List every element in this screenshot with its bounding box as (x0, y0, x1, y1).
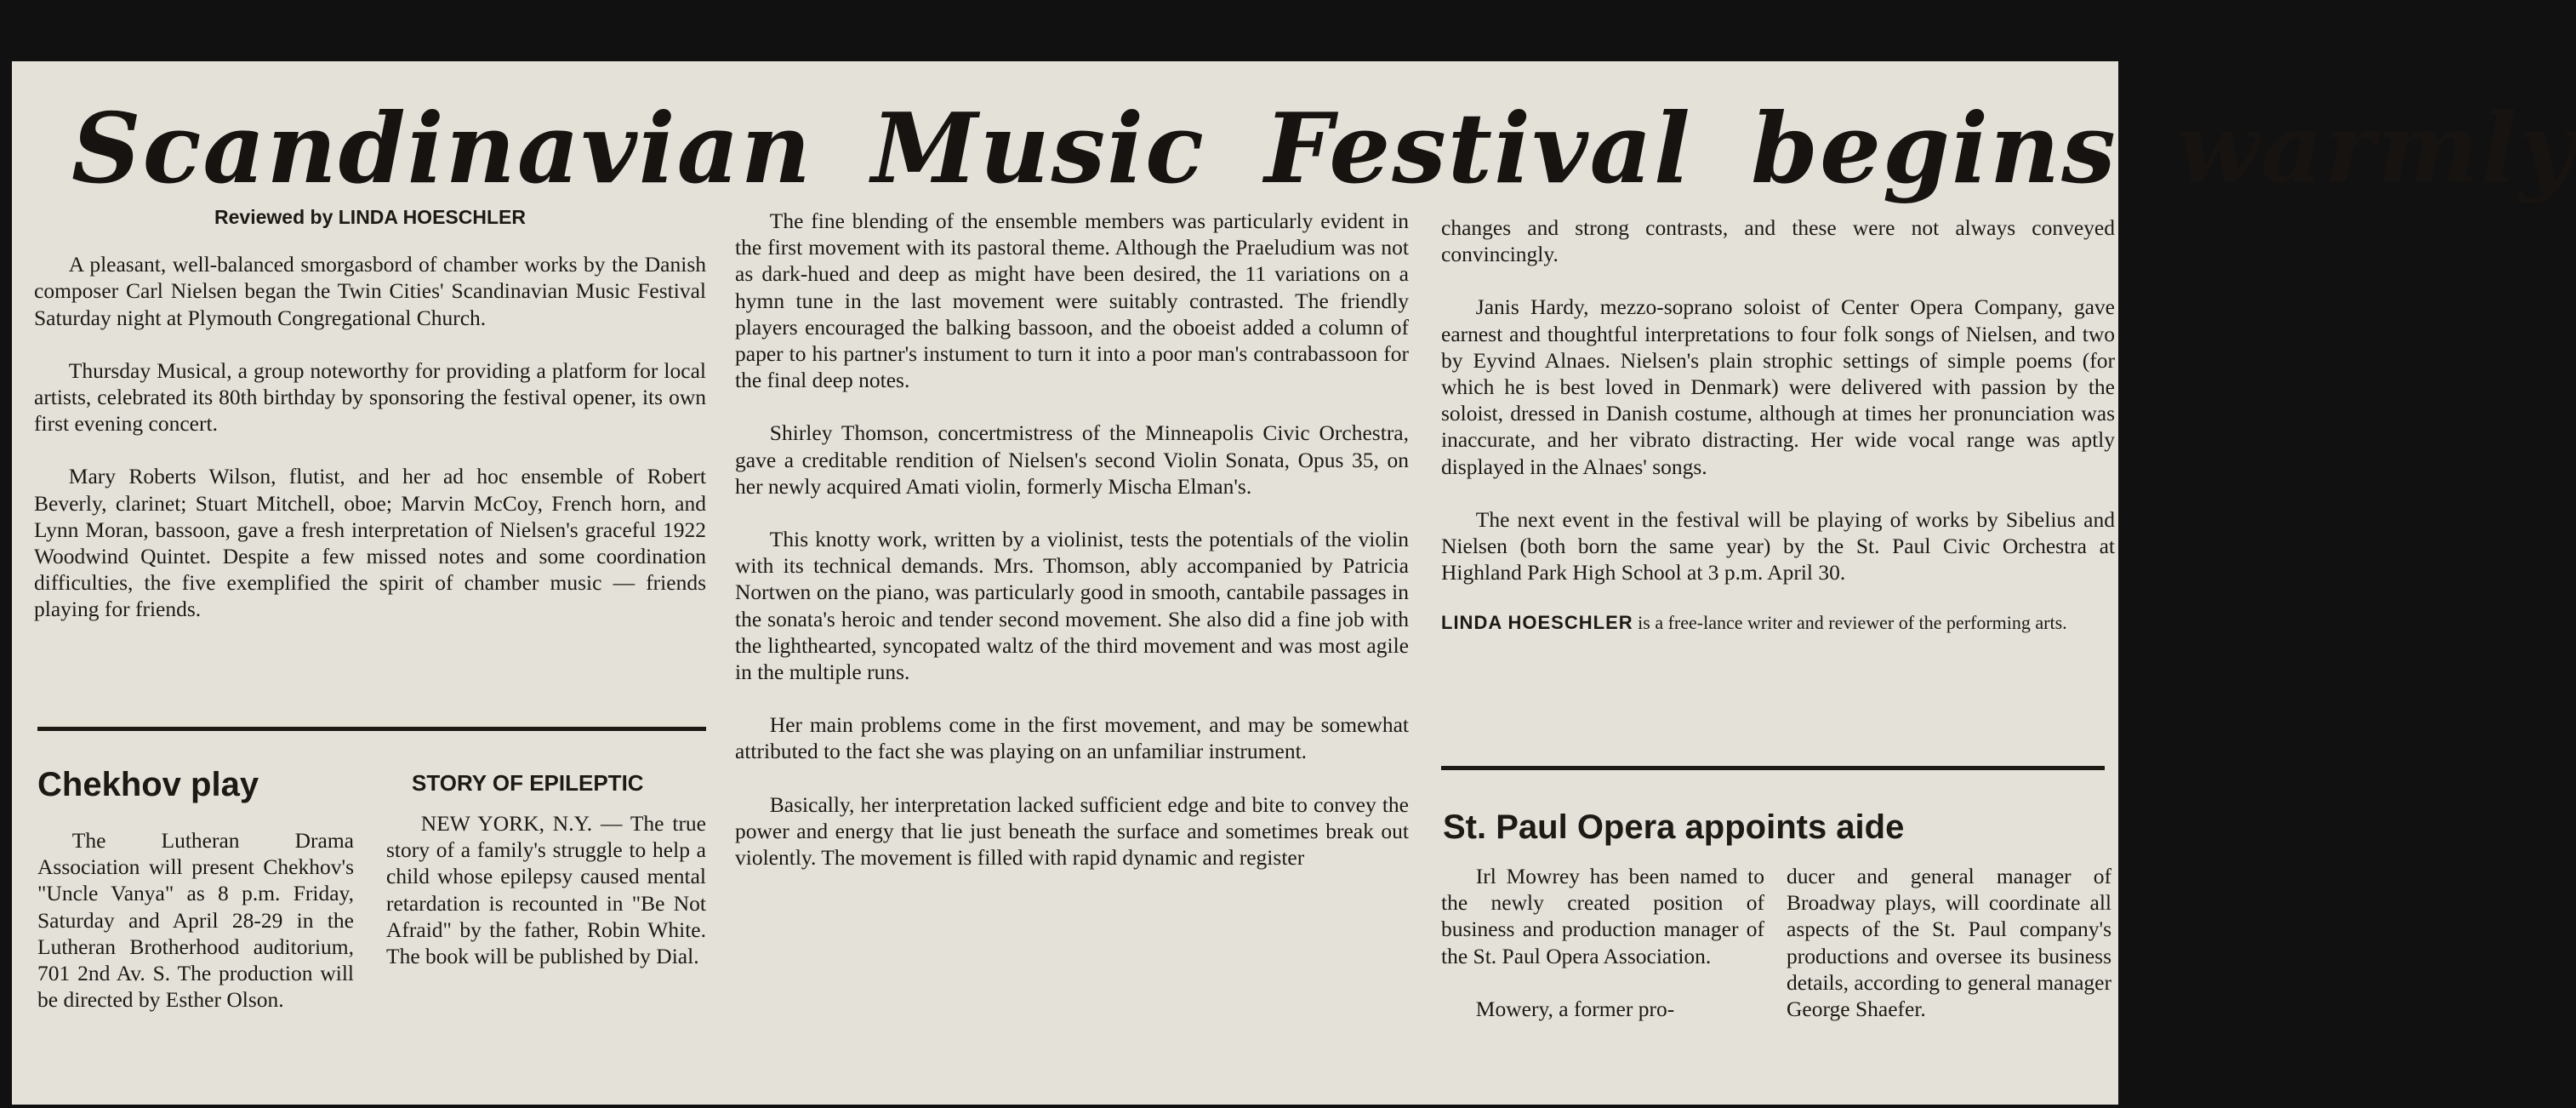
epileptic-article (386, 810, 706, 996)
author-note (1441, 612, 2115, 634)
review-column-1 (34, 204, 706, 649)
section-divider (1441, 766, 2105, 770)
review-paragraph: Thursday Musical, a group noteworthy for providing a platform for local artists, celebrated its 80th birthday by sponsoring the festival opener, its own first evening concert. (34, 357, 706, 437)
review-paragraph: This knotty work, written by a violinist, tests the potentials of the violin with its technical demands. Mrs. Thomson, ably accompanied by Patricia Nortwen on the piano, was particularly good in smooth, cantabile passages in the sonata's heroic and tender second movement. She also did a fine job with the lighthearted, syncopated waltz of the third movement and was most agile in the multiple runs. (735, 527, 1409, 685)
review-paragraph: Her main problems come in the first movement, and may be somewhat attributed to the fact she was playing on an unfamiliar instrument. (735, 712, 1409, 764)
author-note-text: is a free-lance writer and reviewer of the performing arts. (1638, 612, 2067, 634)
newspaper-clipping (12, 61, 2576, 1105)
author-note-name: LINDA HOESCHLER (1441, 612, 1633, 634)
review-paragraph: A pleasant, well-balanced smorgasbord of chamber works by the Danish composer Carl Nielsen began the Twin Cities' Scandinavian Music Festival Saturday night at Plymouth Congregational Church. (34, 252, 706, 330)
opera-column-1 (1441, 863, 1764, 1048)
review-column-3 (1441, 214, 2115, 660)
opera-title: St. Paul Opera appoints aide (1443, 808, 1905, 846)
opera-paragraph: ducer and general manager of Broadway plays, will coordinate all aspects of the St. Paul company's productions and oversee its business details, according to general manager George Shaefer. (1787, 864, 2112, 1022)
review-paragraph: Mary Roberts Wilson, flutist, and her ad hoc ensemble of Robert Beverly, clarinet; Stuart Mitchell, oboe; Marvin McCoy, French horn, and Lynn Moran, bassoon, gave a fresh interpretation of Nielsen's graceful 1922 Woodwind Quintet. Despite a few missed notes and some coordination difficulties, the five exemplified the spirit of chamber music — friends playing for friends. (34, 464, 706, 622)
chekhov-article (37, 827, 354, 1039)
epileptic-title: STORY OF EPILEPTIC (412, 770, 644, 796)
review-paragraph: The next event in the festival will be playing of works by Sibelius and Nielsen (both born the same year) by the St. Paul Civic Orchestra at Highland Park High School at 3 p.m. April 30. (1441, 506, 2115, 585)
opera-column-2 (1787, 863, 2112, 1048)
chekhov-title: Chekhov play (37, 766, 259, 803)
section-divider (37, 727, 706, 731)
headline: Scandinavian Music Festival begins warmly (71, 92, 2576, 205)
byline: Reviewed by LINDA HOESCHLER (214, 206, 526, 228)
review-paragraph: changes and strong contrasts, and these were not always conveyed convincingly. (1441, 215, 2115, 267)
review-paragraph: Janis Hardy, mezzo-soprano soloist of Center Opera Company, gave earnest and thoughtful interpretations to four folk songs of Nielsen, and two by Eyvind Alnaes. Nielsen's plain strophic settings of simple poems (for which he is best loved in Denmark) were delivered with passion by the soloist, dressed in Danish costume, although at times her pronunciation was inaccurate, and her vibrato distracting. Her wide vocal range was aptly displayed in the Alnaes' songs. (1441, 294, 2115, 479)
review-paragraph: The fine blending of the ensemble members was particularly evident in the first movement with its pastoral theme. Although the Praeludium was not as dark-hued and deep as might have been desired, the 11 variations on a hymn tune in the last movement were suitably contrasted. The friendly players encouraged the balking bassoon, and the oboeist added a column of paper to his partner's instument to turn it into a poor man's contrabassoon for the final deep notes. (735, 208, 1409, 393)
opera-paragraph: Irl Mowrey has been named to the newly created position of business and production manager of the St. Paul Opera Association. (1441, 864, 1764, 968)
review-column-2 (735, 208, 1409, 897)
chekhov-paragraph: The Lutheran Drama Association will present Chekhov's "Uncle Vanya" as 8 p.m. Friday, Saturday and April 28-29 in the Lutheran Brotherhood auditorium, 701 2nd Av. S. The production will be directed by Esther Olson. (37, 828, 354, 1013)
opera-paragraph: Mowery, a former pro- (1475, 996, 1675, 1021)
review-paragraph: Basically, her interpretation lacked sufficient edge and bite to convey the power and energy that lie just beneath the surface and sometimes break out violently. The movement is filled with rapid dynamic and register (735, 791, 1409, 871)
epileptic-paragraph: NEW YORK, N.Y. — The true story of a family's struggle to help a child whose epilepsy caused mental retardation is recounted in "Be Not Afraid" by the father, Robin White. The book will be published by Dial. (386, 811, 706, 969)
review-paragraph: Shirley Thomson, concertmistress of the Minneapolis Civic Orchestra, gave a creditable rendition of Nielsen's second Violin Sonata, Opus 35, on her newly acquired Amati violin, formerly Mischa Elman's. (735, 420, 1409, 499)
